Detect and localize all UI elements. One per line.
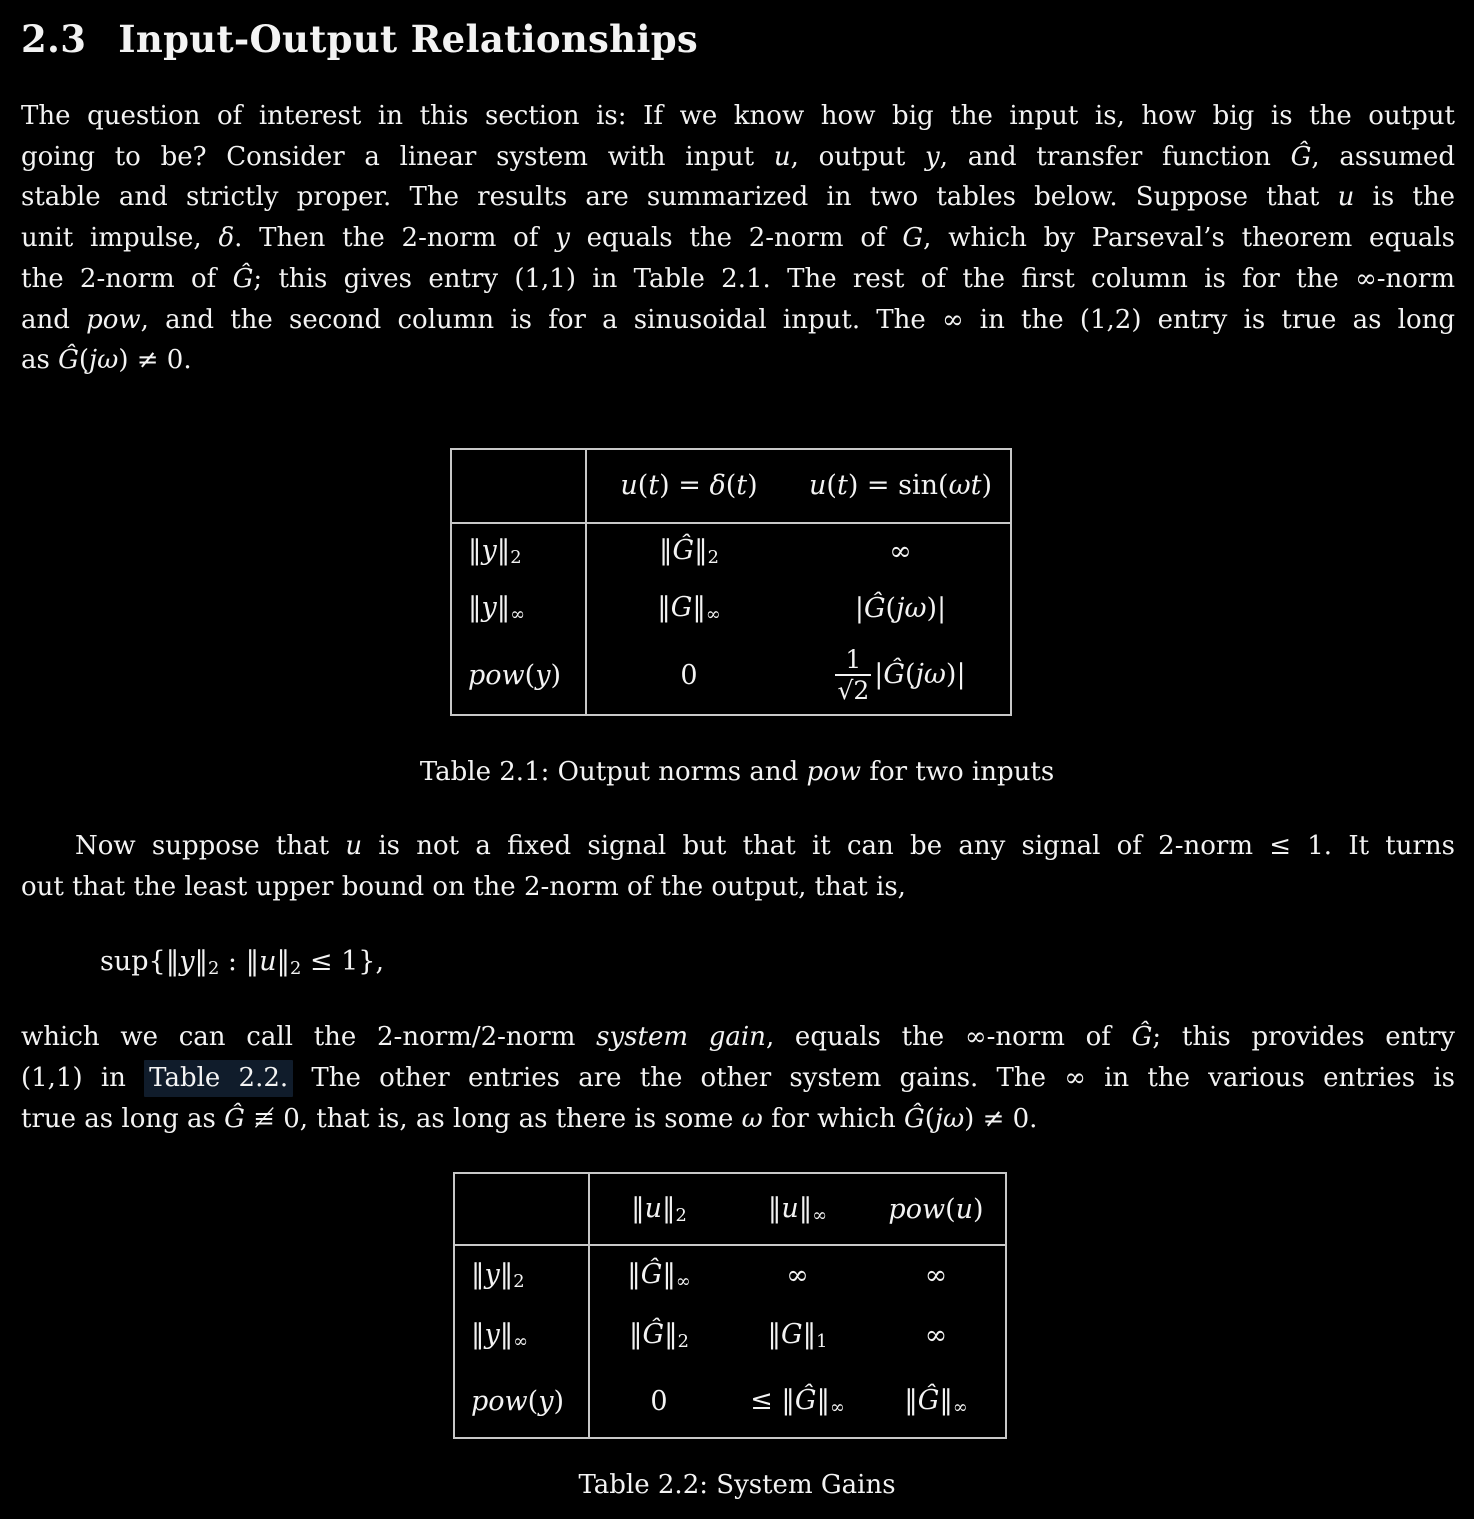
- text-segment: t: [836, 470, 848, 502]
- text-segment: , and transfer function: [939, 141, 1291, 172]
- text-segment: y: [484, 1259, 500, 1291]
- text-segment: ‖: [664, 1318, 678, 1350]
- text-segment: ‖: [496, 591, 511, 623]
- text-segment: ≢ 0, that is, as long as there is some: [244, 1103, 742, 1134]
- text-segment: |: [874, 658, 884, 690]
- text-segment: which we can call the 2-norm/2-norm: [21, 1022, 597, 1053]
- text-segment: ‖: [471, 1259, 485, 1291]
- fraction-denominator: [835, 674, 871, 705]
- text-segment: ‖: [662, 1259, 676, 1291]
- text-segment: u: [259, 946, 277, 978]
- table-cell: [451, 523, 586, 580]
- text-segment: y: [538, 1385, 554, 1417]
- table-row: [451, 580, 1011, 637]
- text-segment: Ĝ: [672, 535, 695, 567]
- table-cell: [586, 523, 791, 580]
- paragraph-3: [21, 1017, 1455, 1139]
- text-segment: ‖: [662, 1192, 676, 1224]
- text-segment: ∞: [675, 1271, 691, 1293]
- table-cell: [791, 637, 1011, 715]
- text-segment: Ĝ: [863, 592, 886, 624]
- text-segment: pow: [806, 756, 862, 787]
- text-segment: stable and strictly proper. The results are summarized in two tables below. Suppose that: [21, 182, 1338, 213]
- table-cell: [791, 449, 1011, 523]
- text-line: [21, 826, 1455, 867]
- text-segment: Ĝ: [642, 1318, 665, 1350]
- text-segment: ‖: [657, 591, 671, 623]
- text-segment: ω: [741, 1103, 763, 1134]
- display-formula: [100, 941, 1474, 990]
- text-segment: ‖: [816, 1384, 830, 1416]
- text-segment: Ĝ: [794, 1384, 817, 1416]
- text-segment: )|: [945, 658, 966, 690]
- text-segment: pow: [471, 1385, 528, 1417]
- section-number: 2.3: [21, 17, 87, 61]
- text-segment: ‖: [692, 591, 706, 623]
- text-segment: ∞: [812, 1204, 828, 1226]
- table-cell: [728, 1365, 867, 1438]
- text-segment: pow: [468, 659, 525, 691]
- text-segment: ωt: [948, 470, 982, 502]
- text-segment: jω: [896, 592, 927, 624]
- table-2-1: [450, 448, 1012, 716]
- text-segment: 2: [207, 958, 220, 980]
- text-segment: ∞: [889, 536, 912, 568]
- text-segment: ): [553, 1385, 565, 1417]
- text-segment: (: [924, 1103, 935, 1134]
- text-segment: ∞: [786, 1260, 809, 1292]
- fraction-numerator: 1: [845, 644, 862, 674]
- text-segment: 0: [680, 659, 698, 691]
- table-cell: [589, 1365, 728, 1438]
- text-segment: ≤ 1},: [301, 946, 385, 978]
- text-segment: y: [484, 1318, 500, 1350]
- text-segment: y: [179, 946, 195, 978]
- table-cell: [867, 1305, 1006, 1365]
- text-segment: 1: [816, 1330, 828, 1352]
- text-segment: 2: [853, 675, 870, 705]
- text-segment: pow: [888, 1193, 946, 1225]
- text-segment: ) ≠ 0.: [118, 345, 192, 376]
- text-segment: , and the second column is for a sinusoidal input. The ∞ in the (1,2) entry is true as long: [140, 304, 1455, 335]
- text-segment: Ĝ: [1290, 141, 1312, 172]
- text-segment: going to be? Consider a linear system with input: [21, 141, 774, 172]
- text-segment: ∞: [513, 1330, 529, 1352]
- text-segment: , output: [790, 141, 926, 172]
- text-segment: u: [781, 1192, 799, 1224]
- table-cell: [867, 1245, 1006, 1305]
- text-segment: Now suppose that: [75, 830, 346, 861]
- text-segment: G: [781, 1318, 803, 1350]
- text-segment: ∞: [952, 1396, 968, 1418]
- text-segment: y: [925, 141, 940, 172]
- text-segment: out that the least upper bound on the 2-norm of the output, that is,: [21, 871, 906, 902]
- text-segment: δ: [709, 470, 726, 502]
- table-cell: [728, 1173, 867, 1245]
- text-segment: ; this gives entry (1,1) in Table 2.1. The rest of the first column is for the ∞-norm: [253, 263, 1455, 294]
- table-row: [454, 1173, 1006, 1245]
- paragraph-1: [21, 96, 1455, 381]
- table-2-2: [453, 1172, 1007, 1439]
- table-row: [454, 1245, 1006, 1305]
- text-segment: system gain: [596, 1022, 766, 1053]
- text-segment: ‖: [468, 535, 482, 567]
- text-segment: is not a fixed signal but that it can be any signal of 2-norm ≤ 1. It turns: [362, 830, 1456, 861]
- table-row: [451, 523, 1011, 580]
- table-cell: [451, 580, 586, 637]
- text-segment: Table 2.1: Output norms and: [419, 756, 807, 787]
- text-segment: (: [945, 1193, 956, 1225]
- text-segment: . Then the 2-norm of: [234, 223, 556, 254]
- table-cell: [451, 637, 586, 715]
- text-segment: (: [637, 470, 649, 502]
- table-row: [454, 1365, 1006, 1438]
- text-line: [21, 867, 1455, 908]
- text-segment: u: [773, 141, 791, 172]
- text-segment: true as long as: [21, 1103, 225, 1134]
- text-segment: ‖: [276, 946, 290, 978]
- text-line: [21, 218, 1455, 259]
- text-segment: ∞: [924, 1260, 948, 1292]
- table-cell: [589, 1173, 728, 1245]
- text-line: [21, 300, 1455, 341]
- text-segment: ∞: [705, 603, 721, 625]
- text-line: [21, 177, 1455, 218]
- text-segment: ; this provides entry: [1152, 1022, 1455, 1053]
- text-segment: Ĝ: [224, 1103, 245, 1134]
- text-line: [21, 137, 1455, 178]
- table-row: [451, 637, 1011, 715]
- table-cell: [728, 1245, 867, 1305]
- text-segment: 2: [677, 1330, 689, 1352]
- table-2-1-caption: [0, 752, 1474, 792]
- text-segment: t: [648, 470, 660, 502]
- text-segment: ): [550, 659, 562, 691]
- text-segment: jω: [915, 658, 946, 690]
- text-line: [21, 1058, 1455, 1099]
- table-cell: [791, 580, 1011, 637]
- text-segment: The question of interest in this section is: If we know how big the input is, how big is the output: [21, 101, 1455, 131]
- text-segment: √: [837, 675, 854, 705]
- text-segment: , which by Parseval’s theorem equals: [923, 223, 1455, 254]
- text-line: [21, 340, 1455, 381]
- text-segment: ≤ ‖: [750, 1384, 795, 1416]
- text-segment: (: [78, 345, 90, 376]
- text-segment: ‖: [471, 1318, 485, 1350]
- text-segment: 2: [513, 1271, 525, 1293]
- text-segment: )|: [926, 592, 947, 624]
- text-segment: (: [527, 1385, 539, 1417]
- text-segment: ‖: [499, 1259, 514, 1291]
- section-title: Input-Output Relationships: [118, 17, 699, 61]
- table-row: [451, 449, 1011, 523]
- text-segment: ) ≠ 0.: [964, 1103, 1038, 1134]
- table-cell: [586, 449, 791, 523]
- text-segment: ) =: [659, 470, 710, 502]
- table-cell: [867, 1173, 1006, 1245]
- text-segment: ∞: [924, 1319, 948, 1351]
- text-segment: ‖: [194, 946, 208, 978]
- text-segment: y: [555, 223, 570, 254]
- text-segment: u: [809, 470, 827, 502]
- text-segment: t: [736, 470, 748, 502]
- text-segment: u: [1337, 182, 1355, 213]
- text-segment: ) = sin(: [847, 470, 949, 502]
- text-segment: jω: [934, 1103, 965, 1134]
- text-segment: 2: [289, 958, 302, 980]
- text-segment: ‖: [468, 591, 482, 623]
- text-segment: (: [904, 658, 916, 690]
- text-segment: Ĝ: [58, 345, 79, 376]
- text-segment: Ĝ: [883, 658, 905, 690]
- text-segment: ): [981, 470, 992, 502]
- paragraph-2: [21, 826, 1455, 907]
- text-segment: ‖: [659, 535, 673, 567]
- text-segment: 0: [650, 1385, 668, 1417]
- text-segment: ‖: [802, 1318, 817, 1350]
- table-cell: [586, 580, 791, 637]
- text-segment: equals the 2-norm of: [569, 223, 903, 254]
- text-segment: and: [21, 304, 87, 335]
- table-cell: [454, 1365, 589, 1438]
- table-cell: [454, 1173, 589, 1245]
- text-segment: G: [670, 591, 693, 623]
- text-line: [21, 96, 1455, 137]
- text-segment: ‖: [798, 1192, 813, 1224]
- fraction-tail: [874, 659, 965, 690]
- table-cell: [589, 1305, 728, 1365]
- text-segment: : ‖: [219, 946, 260, 978]
- text-line: [21, 1017, 1455, 1058]
- text-segment: ‖: [767, 1192, 782, 1224]
- text-segment: ): [973, 1193, 984, 1225]
- text-segment: Ĝ: [917, 1384, 940, 1416]
- table-cell: [791, 523, 1011, 580]
- table-row: [454, 1305, 1006, 1365]
- text-segment: |: [854, 592, 864, 624]
- text-segment: ‖: [496, 535, 511, 567]
- text-segment: u: [955, 1193, 974, 1225]
- table-cell: [451, 449, 586, 523]
- text-segment: u: [644, 1192, 663, 1224]
- text-segment: (: [826, 470, 837, 502]
- text-segment: y: [481, 535, 497, 567]
- text-segment: ): [747, 470, 758, 502]
- text-segment: ‖: [627, 1259, 641, 1291]
- table-cell: [589, 1245, 728, 1305]
- text-segment: 2: [510, 547, 522, 569]
- text-segment: the 2-norm of: [21, 263, 233, 294]
- text-segment: Ĝ: [232, 263, 254, 294]
- text-segment: (: [725, 470, 737, 502]
- text-segment: ‖: [939, 1384, 953, 1416]
- text-segment: , equals the ∞-norm of: [765, 1022, 1132, 1053]
- text-segment: ∞: [829, 1396, 845, 1418]
- table-cell: [586, 637, 791, 715]
- text-segment: u: [345, 830, 363, 861]
- text-segment: for two inputs: [861, 756, 1055, 787]
- text-segment: y: [535, 659, 551, 691]
- text-segment: δ: [218, 223, 235, 254]
- text-segment: y: [481, 591, 497, 623]
- text-line: [21, 259, 1455, 300]
- text-segment: (1,1) in: [21, 1062, 145, 1093]
- text-segment: 2: [707, 547, 719, 569]
- text-segment: ∞: [510, 603, 526, 625]
- text-segment: ‖: [629, 1318, 643, 1350]
- text-segment: The other entries are the other system gains. The ∞ in the various entries is: [293, 1062, 1455, 1093]
- text-segment: sup{‖: [100, 946, 180, 978]
- text-segment: ‖: [631, 1192, 645, 1224]
- text-segment: Table 2.2: System Gains: [578, 1470, 896, 1501]
- text-line: [21, 1099, 1455, 1140]
- table-cell: [454, 1245, 589, 1305]
- text-segment: (: [885, 592, 897, 624]
- fraction: [835, 646, 871, 705]
- table-cell: [454, 1305, 589, 1365]
- table-cell: [728, 1305, 867, 1365]
- text-segment: jω: [89, 345, 119, 376]
- text-segment: is the: [1354, 182, 1455, 213]
- text-segment: ‖: [767, 1318, 782, 1350]
- text-segment: ‖: [904, 1384, 918, 1416]
- text-segment: Ĝ: [1131, 1022, 1153, 1053]
- text-segment: ‖: [499, 1318, 514, 1350]
- text-segment: pow: [86, 304, 141, 335]
- text-segment: unit impulse,: [21, 223, 219, 254]
- text-segment: as: [21, 345, 59, 376]
- text-segment: ‖: [694, 535, 708, 567]
- text-segment: for which: [762, 1103, 904, 1134]
- text-segment: G: [902, 223, 924, 254]
- text-segment: (: [524, 659, 536, 691]
- table-cell: [867, 1365, 1006, 1438]
- text-segment: Ĝ: [640, 1259, 663, 1291]
- text-segment: Ĝ: [903, 1103, 925, 1134]
- section-heading: [0, 0, 1474, 62]
- text-segment: , assumed: [1311, 141, 1455, 172]
- table-2-2-caption: [0, 1465, 1474, 1505]
- table-2-2-link[interactable]: Table 2.2.: [144, 1060, 293, 1097]
- text-segment: 2: [675, 1204, 687, 1226]
- text-segment: u: [620, 470, 638, 502]
